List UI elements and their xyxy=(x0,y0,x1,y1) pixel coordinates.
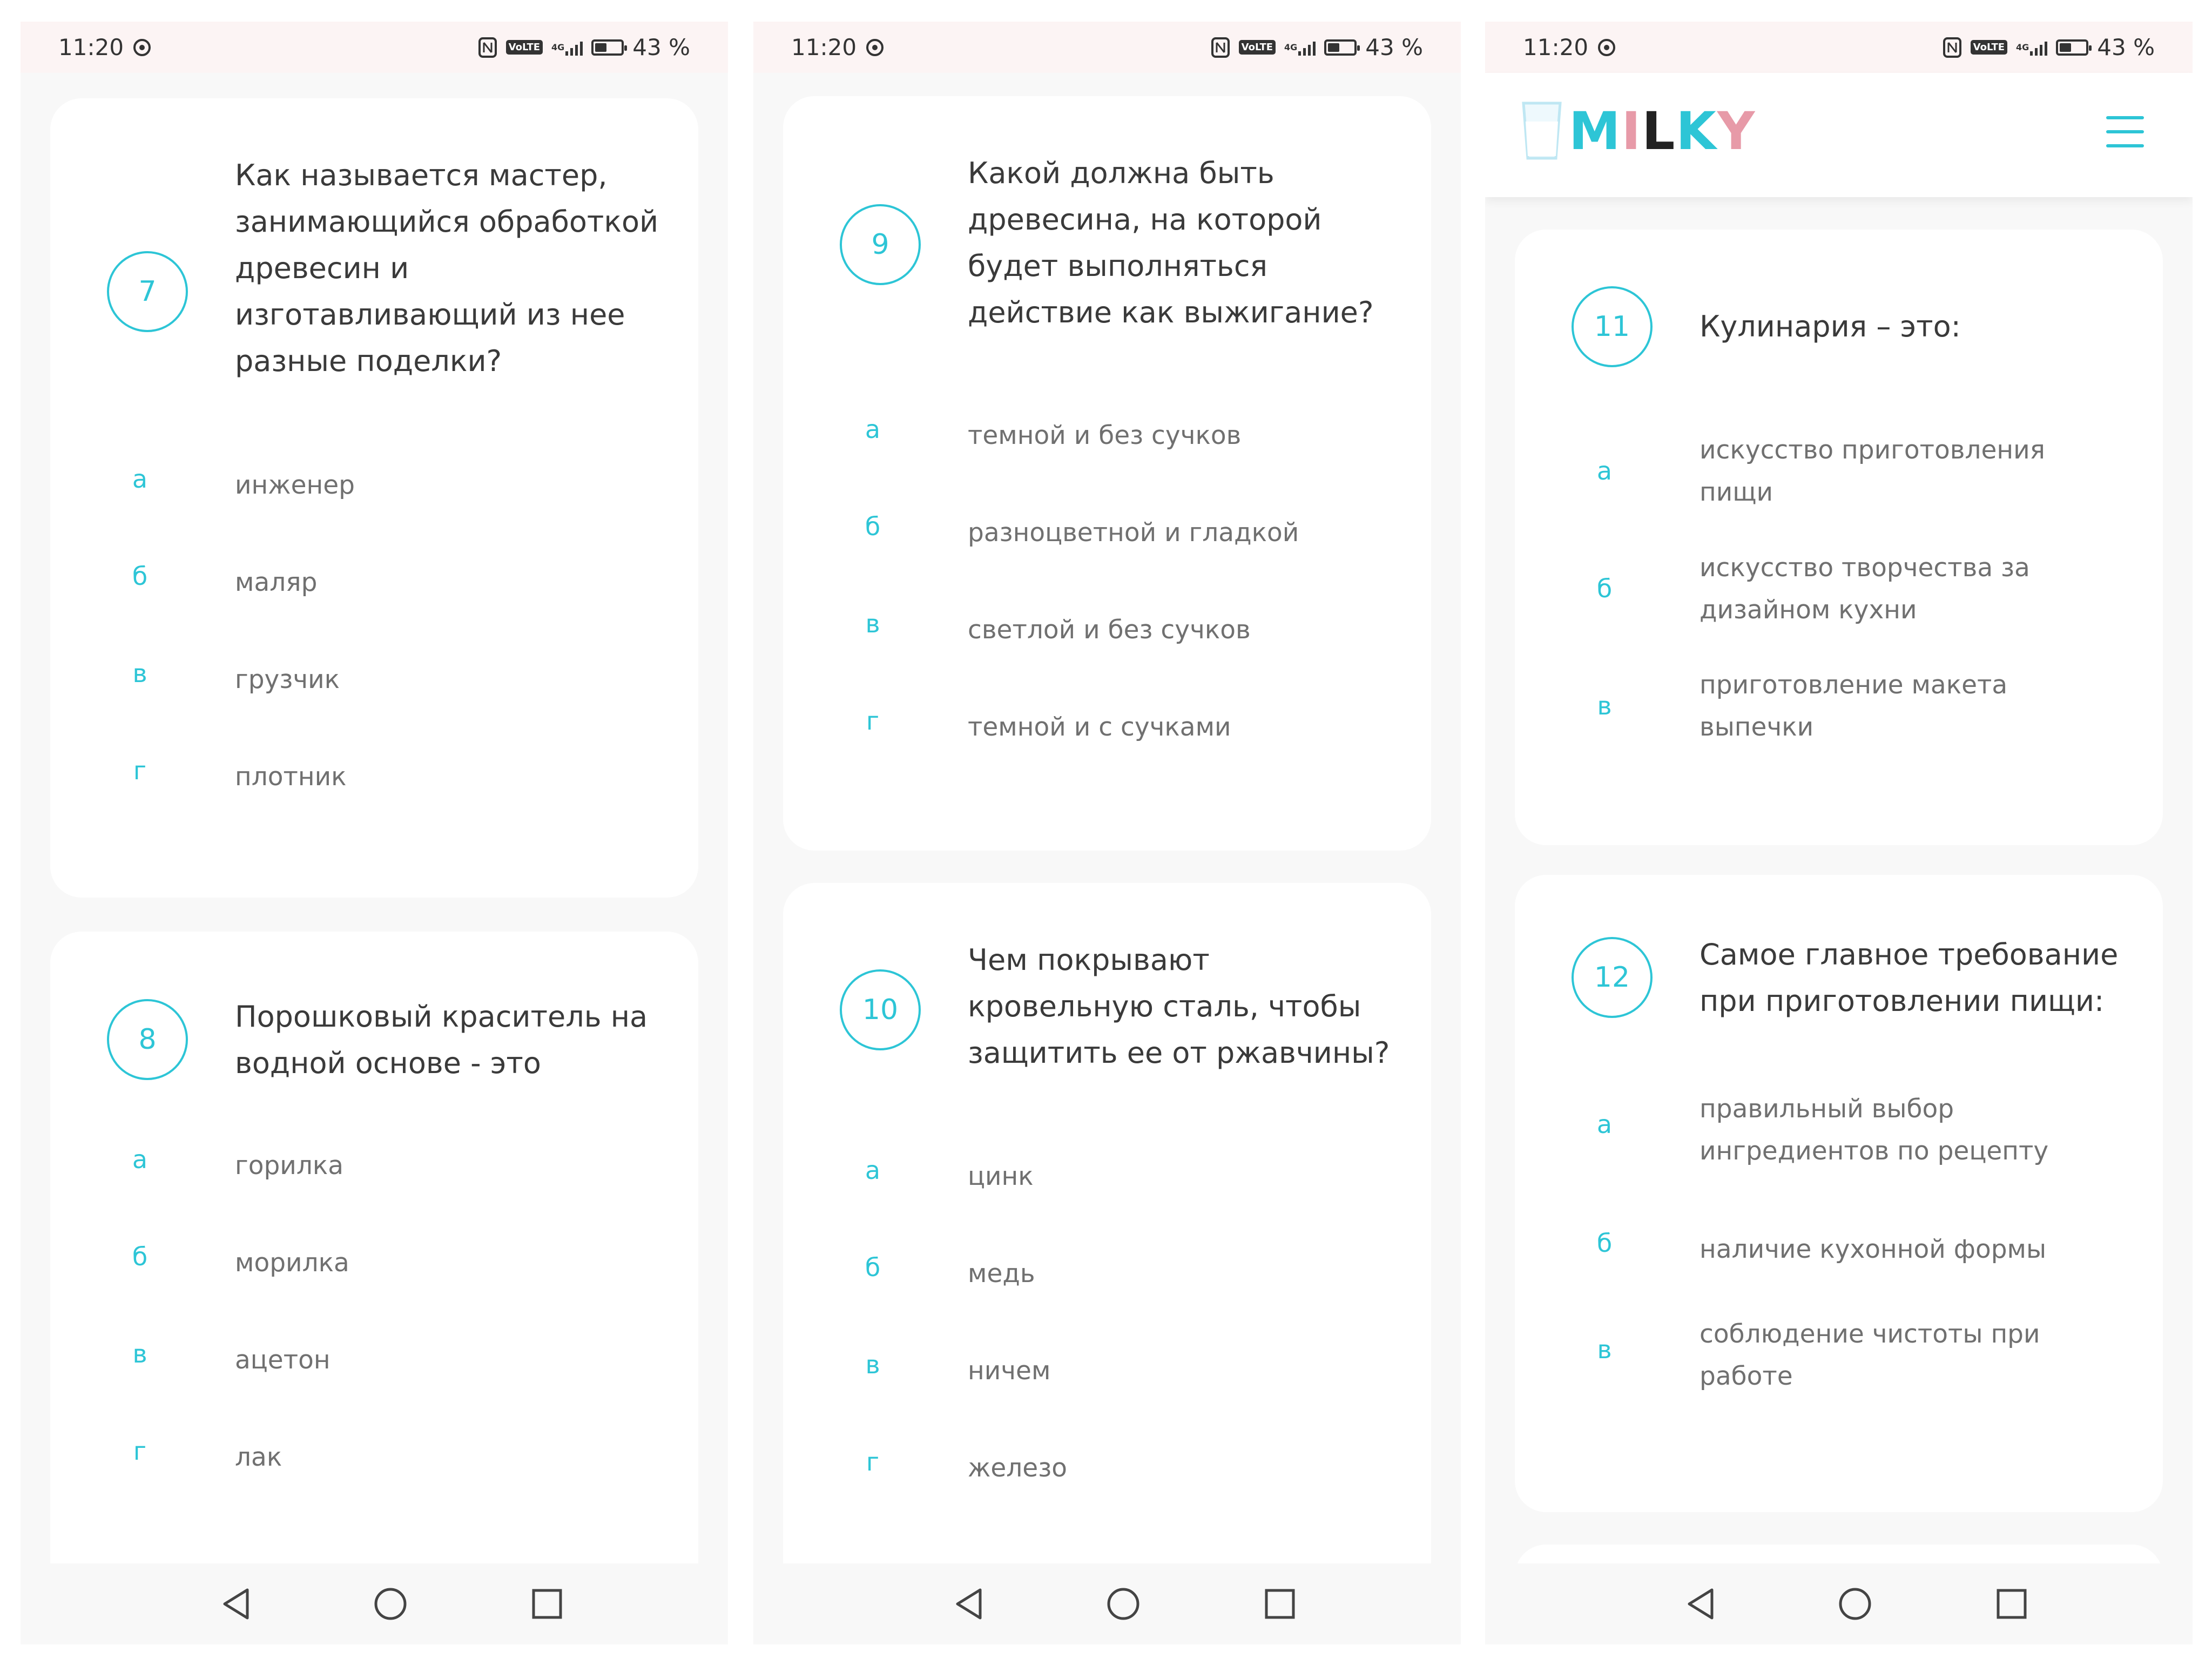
answer-option-g[interactable]: г темной и с сучками xyxy=(866,706,1231,742)
nfc-icon xyxy=(1211,37,1230,58)
notification-icon xyxy=(132,38,152,57)
battery-percent: 43 % xyxy=(632,34,690,60)
question-text: Чем покрывают кровельную сталь, чтобы защитить ее от ржавчины? xyxy=(968,943,1390,1070)
answer-option-v[interactable]: в ацетон xyxy=(132,1339,331,1375)
status-bar xyxy=(1485,22,2193,73)
brand-logo[interactable] xyxy=(1520,100,1756,162)
answer-option-v[interactable]: в ничем xyxy=(865,1350,1051,1386)
recents-icon[interactable] xyxy=(1993,1585,2031,1623)
phone-screen-2 xyxy=(753,22,1461,1644)
question-number-badge: 11 xyxy=(1572,286,1653,367)
battery-icon xyxy=(2056,39,2088,56)
question-text: Самое главное требование при приготовлении пищи: xyxy=(1700,938,2119,1018)
status-bar xyxy=(21,22,728,73)
battery-percent: 43 % xyxy=(1365,34,1423,60)
volte-icon: VoLTE xyxy=(506,40,543,55)
answer-option-b[interactable]: б искусство творчества за дизайном кухни xyxy=(1596,553,2030,625)
question-number-badge: 12 xyxy=(1572,937,1653,1018)
question-text: Какой должна быть древесина, на которой будет выполняться действие как выжигание? xyxy=(968,156,1374,329)
answer-option-b[interactable]: б медь xyxy=(865,1253,1035,1289)
answer-option-b[interactable]: б морилка xyxy=(132,1242,349,1278)
brand-name: MILKY xyxy=(1569,100,1756,161)
hamburger-menu-icon[interactable] xyxy=(2106,116,2144,154)
question-text: Порошковый краситель на водной основе - это xyxy=(235,1000,648,1080)
answer-option-a[interactable]: а искусство приготовления пищи xyxy=(1596,435,2045,507)
status-bar xyxy=(753,22,1461,73)
home-icon[interactable] xyxy=(372,1585,409,1623)
signal-icon: 4G xyxy=(1284,39,1316,56)
answer-option-v[interactable]: в грузчик xyxy=(132,659,340,694)
question-card-9 xyxy=(783,96,1431,851)
system-nav-bar xyxy=(753,1563,1461,1644)
question-text: Кулинария – это: xyxy=(1700,309,1961,343)
system-nav-bar xyxy=(1485,1563,2193,1644)
answer-option-a[interactable]: а правильный выбор ингредиентов по рецепту xyxy=(1596,1094,2049,1166)
question-card-10 xyxy=(783,883,1431,1639)
recents-icon[interactable] xyxy=(1261,1585,1299,1623)
answer-option-a[interactable]: а инженер xyxy=(132,464,355,500)
battery-icon xyxy=(1324,39,1357,56)
answer-option-g[interactable]: г железо xyxy=(866,1447,1067,1483)
nfc-icon xyxy=(478,37,497,58)
status-time: 11:20 xyxy=(58,34,124,60)
back-icon[interactable] xyxy=(950,1585,988,1623)
question-number-badge: 8 xyxy=(107,999,188,1080)
answer-option-b[interactable]: б маляр xyxy=(132,562,318,597)
notification-icon xyxy=(865,38,885,57)
volte-icon: VoLTE xyxy=(1971,40,2007,55)
answer-option-v[interactable]: в светлой и без сучков xyxy=(865,609,1251,645)
status-time: 11:20 xyxy=(791,34,857,60)
system-nav-bar xyxy=(21,1563,728,1644)
question-card-8 xyxy=(50,932,698,1634)
question-number-badge: 9 xyxy=(840,204,921,285)
notification-icon xyxy=(1597,38,1616,57)
answer-option-v[interactable]: в приготовление макета выпечки xyxy=(1597,670,2008,742)
answer-option-a[interactable]: а темной и без сучков xyxy=(865,415,1242,450)
phone-screen-3 xyxy=(1485,22,2193,1644)
milk-glass-icon xyxy=(1520,100,1563,162)
home-icon[interactable] xyxy=(1104,1585,1142,1623)
question-card-12 xyxy=(1515,875,2163,1512)
back-icon[interactable] xyxy=(1682,1585,1720,1623)
site-header xyxy=(1485,73,2193,197)
answer-option-v[interactable]: в соблюдение чистоты при работе xyxy=(1597,1319,2040,1391)
answer-option-a[interactable]: а цинк xyxy=(865,1156,1034,1191)
recents-icon[interactable] xyxy=(528,1585,566,1623)
answer-option-g[interactable]: г плотник xyxy=(133,756,347,792)
back-icon[interactable] xyxy=(218,1585,255,1623)
battery-icon xyxy=(591,39,624,56)
question-card-7 xyxy=(50,98,698,898)
question-text: Как называется мастер, занимающийся обработкой древесин и изготавливающий из нее разные поделки? xyxy=(235,158,659,378)
status-time: 11:20 xyxy=(1523,34,1589,60)
volte-icon: VoLTE xyxy=(1239,40,1276,55)
question-number-badge: 10 xyxy=(840,969,921,1050)
signal-icon: 4G xyxy=(2016,39,2047,56)
answer-option-b[interactable]: б разноцветной и гладкой xyxy=(865,512,1299,548)
question-card-11 xyxy=(1515,230,2163,845)
answer-option-g[interactable]: г лак xyxy=(133,1437,282,1472)
phone-screen-1 xyxy=(21,22,728,1644)
home-icon[interactable] xyxy=(1836,1585,1874,1623)
battery-percent: 43 % xyxy=(2097,34,2155,60)
signal-icon: 4G xyxy=(551,39,583,56)
answer-option-a[interactable]: а горилка xyxy=(132,1145,344,1181)
answer-option-b[interactable]: б наличие кухонной формы xyxy=(1596,1229,2047,1264)
nfc-icon xyxy=(1943,37,1962,58)
question-number-badge: 7 xyxy=(107,251,188,332)
